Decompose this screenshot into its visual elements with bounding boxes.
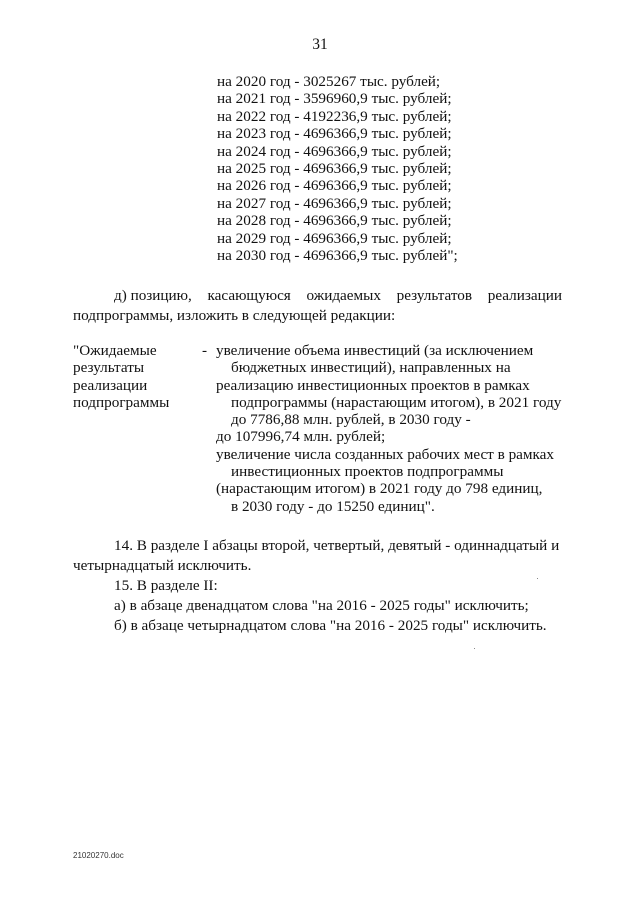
content-line: бюджетных инвестиций), направленных на xyxy=(231,359,511,377)
content-line: в 2030 году - до 15250 единиц". xyxy=(231,497,435,515)
funding-line: на 2021 год - 3596960,9 тыс. рублей; xyxy=(217,90,452,108)
funding-line: на 2025 год - 4696366,9 тыс. рублей; xyxy=(217,160,452,178)
label-line: "Ожидаемые xyxy=(73,342,157,359)
funding-line: на 2030 год - 4696366,9 тыс. рублей"; xyxy=(217,247,458,265)
paragraph-15-item-b: б) в абзаце четырнадцатом слова "на 2016 - 2025 годы" исключить. xyxy=(114,617,547,634)
content-line: подпрограммы (нарастающим итогом), в 2021 году xyxy=(231,393,562,411)
funding-line: на 2023 год - 4696366,9 тыс. рублей; xyxy=(217,125,452,143)
content-line: увеличение числа созданных рабочих мест в рамках xyxy=(216,445,555,463)
scan-speck xyxy=(537,578,538,579)
funding-line: на 2027 год - 4696366,9 тыс. рублей; xyxy=(217,194,452,212)
results-dash: - xyxy=(202,342,208,359)
content-line: инвестиционных проектов подпрограммы xyxy=(231,463,504,481)
funding-line: на 2022 год - 4192236,9 тыс. рублей; xyxy=(217,107,452,125)
paragraph-14-line-1: 14. В разделе I абзацы второй, четвертый, девятый - одиннадцатый и xyxy=(114,537,560,554)
expected-results-label xyxy=(73,342,183,411)
paragraph-word: д) позицию, xyxy=(114,287,192,304)
scan-speck xyxy=(474,648,475,649)
paragraph-word: реализации xyxy=(487,287,562,304)
paragraph-word: результатов xyxy=(396,287,473,304)
paragraph-word: ожидаемых xyxy=(306,287,381,304)
content-line: увеличение объема инвестиций (за исключением xyxy=(216,342,534,359)
page-number: 31 xyxy=(312,36,328,53)
funding-list xyxy=(217,73,458,264)
paragraph-14-line-2: четырнадцатый исключить. xyxy=(73,557,252,574)
label-line: реализации xyxy=(73,376,148,394)
expected-results-content xyxy=(216,342,566,515)
funding-line: на 2024 год - 4696366,9 тыс. рублей; xyxy=(217,142,452,160)
paragraph-15 xyxy=(114,576,547,636)
paragraph-word: касающуюся xyxy=(207,287,291,304)
footer-doc-code: 21020270.doc xyxy=(73,851,124,860)
content-line: реализацию инвестиционных проектов в рамках xyxy=(216,376,530,394)
content-line: (нарастающим итогом) в 2021 году до 798 единиц, xyxy=(216,480,543,498)
content-line: до 7786,88 млн. рублей, в 2030 году - xyxy=(231,411,471,429)
paragraph-15-item-a: а) в абзаце двенадцатом слова "на 2016 - 2025 годы" исключить; xyxy=(114,597,529,614)
paragraph-d-line-2: подпрограммы, изложить в следующей редакции: xyxy=(73,307,396,324)
paragraph-d xyxy=(73,286,562,326)
paragraph-14 xyxy=(73,536,562,576)
funding-line: на 2020 год - 3025267 тыс. рублей; xyxy=(217,73,441,90)
label-line: результаты xyxy=(73,359,145,377)
funding-line: на 2029 год - 4696366,9 тыс. рублей; xyxy=(217,229,452,247)
content-line: до 107996,74 млн. рублей; xyxy=(216,428,386,446)
paragraph-15-heading: 15. В разделе II: xyxy=(114,577,218,594)
funding-line: на 2026 год - 4696366,9 тыс. рублей; xyxy=(217,177,452,195)
paragraph-d-line-1 xyxy=(73,286,562,306)
funding-line: на 2028 год - 4696366,9 тыс. рублей; xyxy=(217,212,452,230)
label-line: подпрограммы xyxy=(73,393,170,411)
